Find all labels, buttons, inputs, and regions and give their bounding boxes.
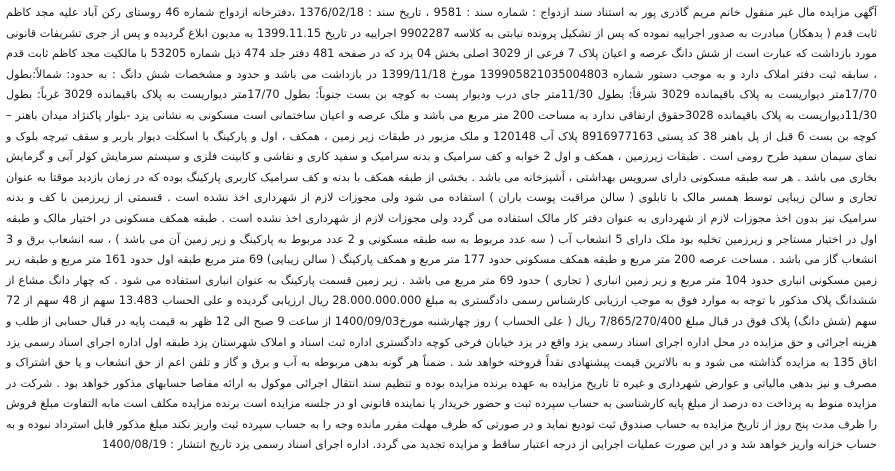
notice-body-text: آگهی مزایده مال غیر منقول خانم مریم گاذری پور به استناد سند ازدواج : شماره سند : 9581 ، تاریخ سند : 1376/02/18 ،دفترخانه ازدواج شماره 46 روستای رکن آباد علیه مجد کاظم ثابت قدم ( بدهکار) مبادرت به صدور اجراییه نموده که پس از تشکیل پرونده نیابتی به کلاسه 9902287 اجراییه در تاریخ 1399.11.15 به مدیون ابلاغ گردیده و پس از جری تشریفات قانونی مورد بازداشت که عبارت است از شش دانگ عرصه و اعیان پلاک 7 فرعی از 3029 اصلی بخش 04 یزد که در صفحه 481 دفتر جلد 474 ذیل شماره 53205 با مالکیت مجد کاظم ثابت قدم ، سابقه ثبت دفتر املاک دارد و به موجب دستور شماره 139905821035004803 مورخ 1399/11/18 در بازداشت می باشد و حدود و مشخصات شش دانگ : به حدود: شمالاً:بطول 17/70متر دیواریست به پلاک باقیمانده 3029 شرقاً: بطول 11/30متر جای درب ودیوار پست به کوچه بن بست جنوباً: بطول 17/70متر دیواریست به پلاک باقیمانده 3029 غرباً: بطول 11/30دیواریست به پلاک باقیمانده 3028حقوق ارتفاقی ندارد به مساحت 200 متر مربع می باشد و ملک عرصه و اعیان ساختمانی است مسکونی به نشانی یزد -بلوار پاکنژاد میدان باهنر – کوچه بن بست 6 قبل از پل باهنر 38 کد پستی 8916977163 پلاک آب 120148 و ملک مزبور در طبقات زیر زمین ، همکف ، اول و پارکینگ با اسکلت دیوار باربر و سقف تیرچه بلوک و نمای سیمان سفید طرح رومی است . طبقات زیرزمین ، همکف و اول 2 خوابه و کف سرامیک و بدنه سرامیک و سفید کاری و نقاشی و کابینت فلزی و سیستم سرمایش کولر آبی و گرمایش بخاری می باشد . هر سه طبقه مسکونی دارای سرویس بهداشتی ، آشپزخانه می باشد . بخشی از طبقه همکف با بدنه و کف سرامیک کاربری پارکینگ بوده که در زمان بازدید موقتا به عنوان تجاری و سالن زیبایی توسط همسر مالک با تابلوی ( سالن مراقبت پوست باران ) استفاده می شود ولی مجوزات لازم از شهرداری اخذ نشده است . قسمتی از زیرزمین با کف و بدنه سرامیک نیز بدون اخذ مجوزات لازم از شهرداری به عنوان دفتر کار مالک استفاده می گردد ولی مجوزات لازم از شهرداری اخذ نشده است . طبقه همکف مسکونی در اختیار مالک و طبقه اول در اختیار مستاجر و زیرزمین تخلیه بود ملک دارای 5 انشعاب آب ( سه عدد مربوط به سه طبقه مسکونی و 2 عدد مربوط به پارکینگ و زیر زمین آن می باشد ) ، سه انشعاب برق و 3 انشعاب گاز می باشد . مساحت عرصه 200 متر مربع و طبقه همکف مسکونی حدود 177 متر مربع و همکف پارکینگ ( سالن زیبایی) 69 متر مربع طبقه اول حدود 161 متر مربع و طبقه زیر زمین مسکونی انباری حدود 104 متر مربع و زیر زمین انباری ( تجاری ) حدود 69 متر مربع می باشد . زیر زمین قسمت پارکینگ به عنوان انباری استفاده می شود . که چهار دانگ مشاع از ششدانگ پلاک مذکور با توجه به موارد فوق به موجب ارزیابی کارشناس رسمی دادگستری به مبلغ 28.000.000.000 ریال ارزیابی گردیده و علی الحساب 13.483 سهم از 48 سهم از 72 سهم (شش دانگ) پلاک فوق در قبال مبلغ 7/865/270/400 ریال ( علی الحساب ) روز چهارشنبه مورخ1400/09/03 از ساعت 9 صبح الی 12 ظهر به قیمت پایه در قبال حسابی از طلب و هزینه اجرائی و حق مزایده در محل اداره اجرای اسناد رسمی یزد واقع در یزد خیابان فرخی کوچه دادگستری اداره ثبت اسناد و املاک شهرستان یزد طبقه اول اداره اجرای اسناد رسمی یزد اتاق 135 به مزایده گذاشته می شود و به بالاترین قیمت پیشنهادی نقداً فروخته خواهد شد . ضمناً هر گونه بدهی مربوطه به آب و برق و گاز و تلفن اعم از حق انشعاب و یا حق اشتراک و مصرف و نیز بدهی مالیاتی و عوارض شهرداری و غیره تا تاریخ مزایده به عهده برنده مزایده بوده و تنظیم سند انتقال اجرائی موکول به ارائه مفاصا حسابهای مذکور خواهد بود . شرکت در مزایده منوط به پرداخت ده درصد از مبلغ پایه کارشناسی به حساب سپرده ثبت و حضور خریدار یا نماینده قانونی او در جلسه مزایده است برنده مزایده مکلف است مابه التفاوت مبلغ فروش را ظرف مدت پنج روز از تاریخ مزایده به حساب صندوق ثبت تودیع نماید و در صورتی که ظرف مهلت مقرر مانده وجه را به حساب سپرده ثبت واریز نکند مبلغ مذکور قابل استرداد نبوده و به حساب خزانه واریز خواهد شد و در این صورت عملیات اجرایی از درجه اعتبار ساقط و مزایده تجدید می گردد. اداره اجرای اسناد رسمی یزد تاریخ انتشار : 1400/08/19 xyxy=(6,6,878,452)
